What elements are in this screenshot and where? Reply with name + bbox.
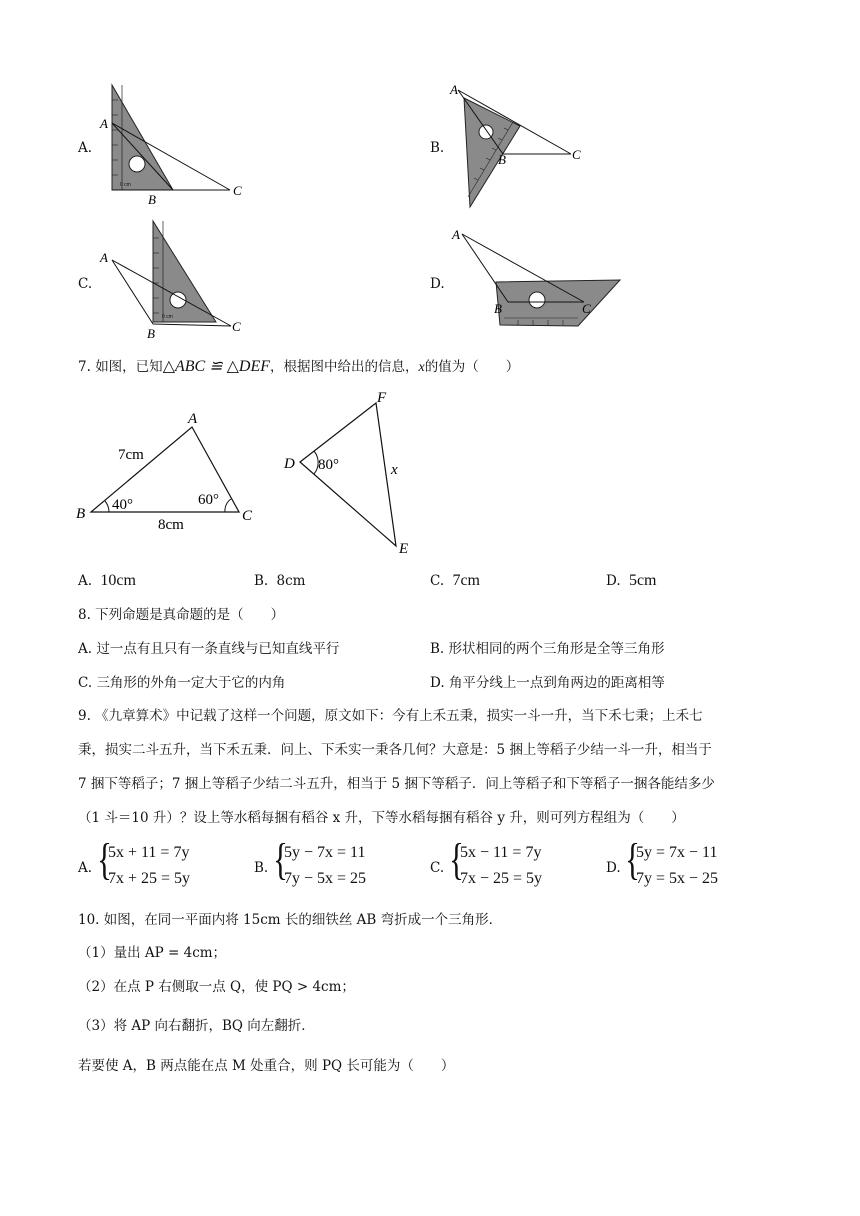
point-c-label: C <box>582 301 591 316</box>
triangle-abc-figure <box>74 405 274 535</box>
stem-text: 如图，已知 <box>95 359 163 375</box>
point-a-label: A <box>100 250 108 265</box>
point-b-label: B <box>148 192 156 207</box>
equation-system <box>94 835 234 892</box>
vertex-a-label: A <box>188 411 198 427</box>
option-label: D. <box>430 675 445 691</box>
option-text: 角平分线上一点到角两边的距离相等 <box>448 675 665 691</box>
option-label: B. <box>430 140 445 156</box>
option-label: C. <box>78 276 93 292</box>
option-label: A. <box>78 573 93 589</box>
q8-option-a[interactable] <box>78 639 339 659</box>
vertex-b-label: B <box>76 506 86 522</box>
option-value: 10cm <box>100 572 136 589</box>
equation-1: 5x + 11 = 7y <box>108 844 190 861</box>
q10-question: 若要使 A，B 两点能在点 M 处重合，则 PQ 长可能为（ ） <box>78 1058 455 1074</box>
q9-text-line: （1 斗＝10 升）？设上等水稻每捆有稻谷 x 升，下等水稻每捆有稻谷 y 升，则可列方程组为（ ） <box>78 810 685 826</box>
side-x-label: x <box>391 462 398 478</box>
option-label: B. <box>254 573 269 589</box>
side-bc-length: 8cm <box>158 517 184 533</box>
vertex-f-label: F <box>377 390 387 406</box>
set-square-figure-d <box>448 222 633 337</box>
option-text: 形状相同的两个三角形是全等三角形 <box>448 641 665 657</box>
brace-icon: { <box>273 835 288 884</box>
variable-x: x <box>418 360 425 375</box>
q10-stem: 10. 如图，在同一平面内将 15cm 长的细铁丝 AB 弯折成一个三角形． <box>78 912 503 928</box>
q8-option-c[interactable] <box>78 673 285 693</box>
point-b-label: B <box>147 326 155 341</box>
option-label: A. <box>78 140 93 156</box>
equation-2: 7y = 5x − 25 <box>636 870 719 887</box>
option-d[interactable] <box>606 571 656 591</box>
point-a-label: A <box>100 116 108 131</box>
ruler-mark: 0 cm <box>162 314 173 320</box>
side-ab-length: 7cm <box>118 447 144 463</box>
set-square-figure-a <box>100 80 260 205</box>
q8-option-b[interactable] <box>430 639 665 659</box>
equation-system <box>270 835 410 892</box>
q9-text-line: 秉，损实二斗五升，当下禾五秉．问上、下禾实一秉各几何？大意是：5 捆上等稻子少结一斗一升，相当于 <box>78 742 712 758</box>
option-text: 三角形的外角一定大于它的内角 <box>96 675 286 691</box>
option-label: D. <box>606 860 621 876</box>
option-label: D. <box>430 276 445 292</box>
set-square-figure-c <box>96 216 256 341</box>
option-label: B. <box>430 641 445 657</box>
option-label: A. <box>78 860 93 876</box>
angle-d-measure: 80° <box>318 457 339 473</box>
option-label: A. <box>78 641 93 657</box>
point-c-label: C <box>233 183 242 198</box>
point-c-label: C <box>232 319 241 334</box>
question-number: 7. <box>78 359 91 375</box>
point-a-label: A <box>452 227 460 242</box>
option-d[interactable] <box>606 835 766 892</box>
point-b-label: B <box>494 301 502 316</box>
equation-1: 5y = 7x − 11 <box>636 844 718 861</box>
equation-1: 5y − 7x = 11 <box>284 844 366 861</box>
brace-icon: { <box>625 835 640 884</box>
point-c-label: C <box>572 147 581 162</box>
triangle-def-figure <box>280 388 430 558</box>
angle-c-measure: 60° <box>198 492 219 508</box>
q10-step-3: （3）将 AP 向右翻折，BQ 向左翻折． <box>78 1018 315 1034</box>
point-a-label: A <box>450 82 458 97</box>
equation-2: 7x − 25 = 5y <box>460 870 543 887</box>
option-label: C. <box>430 573 445 589</box>
option-text: 过一点有且只有一条直线与已知直线平行 <box>96 641 340 657</box>
brace-icon: { <box>449 835 464 884</box>
equation-system <box>446 835 586 892</box>
option-a[interactable] <box>78 835 238 892</box>
equation-system <box>622 835 762 892</box>
point-b-label: B <box>498 152 506 167</box>
q8-option-d[interactable] <box>430 673 665 693</box>
stem-text: 的值为（ ） <box>424 359 520 375</box>
brace-icon: { <box>97 835 112 884</box>
vertex-e-label: E <box>399 541 409 557</box>
ruler-mark: 0 cm <box>120 182 131 188</box>
equation-2: 7y − 5x = 25 <box>284 870 367 887</box>
stem-text: ，根据图中给出的信息， <box>270 359 419 375</box>
option-label: C. <box>78 675 93 691</box>
q8-stem: 8. 下列命题是真命题的是（ ） <box>78 607 285 623</box>
congruence-expression: △ABC ≌ △DEF <box>162 358 271 375</box>
q9-text-line: 7 捆下等稻子；7 捆上等稻子少结二斗五升，相当于 5 捆下等稻子．问上等稻子和下等稻子一捆各能结多少 <box>78 776 715 792</box>
vertex-c-label: C <box>242 508 253 524</box>
set-square-figure-b <box>448 82 598 212</box>
option-c[interactable] <box>430 571 480 591</box>
option-b[interactable] <box>254 571 305 591</box>
equation-1: 5x − 11 = 7y <box>460 844 542 861</box>
q7-stem <box>78 357 519 378</box>
option-value: 7cm <box>452 572 480 589</box>
angle-b-measure: 40° <box>112 497 133 513</box>
option-label: C. <box>430 860 445 876</box>
option-a[interactable] <box>78 571 136 591</box>
option-label: B. <box>254 860 269 876</box>
q10-step-1: （1）量出 AP = 4cm； <box>78 945 227 961</box>
option-label: D. <box>606 573 621 589</box>
option-b[interactable] <box>254 835 414 892</box>
option-value: 5cm <box>628 572 657 589</box>
option-value: 8cm <box>276 573 306 589</box>
vertex-d-label: D <box>284 456 295 472</box>
q9-text-line: 9. 《九章算术》中记载了这样一个问题，原文如下：今有上禾五秉，损实一斗一升，当下禾七秉；上禾七 <box>78 708 703 724</box>
equation-2: 7x + 25 = 5y <box>108 870 191 887</box>
q10-step-2: （2）在点 P 右侧取一点 Q，使 PQ > 4cm； <box>78 979 355 995</box>
option-c[interactable] <box>430 835 590 892</box>
